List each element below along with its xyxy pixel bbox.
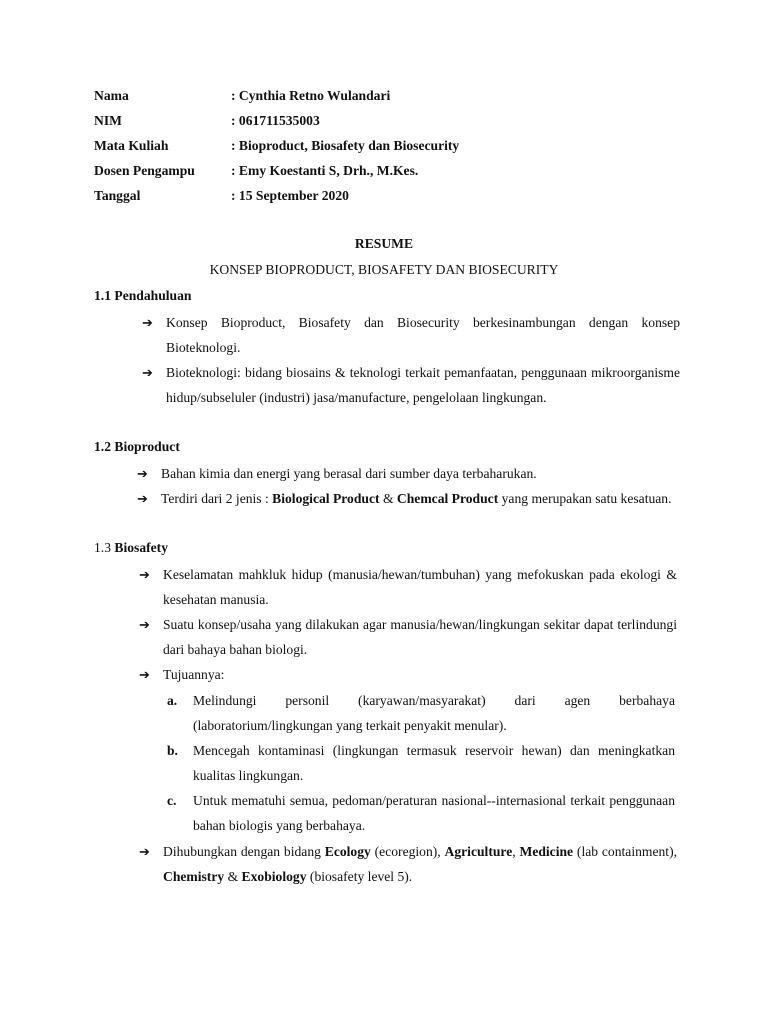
list-item xyxy=(139,839,678,889)
bold-term: Ecology xyxy=(324,844,371,859)
bold-term: Exobiology xyxy=(241,869,307,884)
info-value: : 15 September 2020 xyxy=(231,188,349,203)
list-item xyxy=(139,612,677,662)
info-label: NIM xyxy=(94,113,122,128)
list-item xyxy=(142,360,680,410)
list-item xyxy=(137,461,675,486)
info-value: : 061711535003 xyxy=(231,113,320,128)
bold-term: Agriculture xyxy=(444,844,513,859)
bold-term: Medicine xyxy=(519,844,574,859)
list-item-text: (ecoregion), xyxy=(370,844,445,859)
arrow-right-icon: ➔ xyxy=(142,365,153,380)
list-item-text: & xyxy=(379,491,397,506)
section-heading-bioproduct: 1.2 Bioproduct xyxy=(94,439,180,454)
arrow-right-icon: ➔ xyxy=(139,844,150,859)
info-label: Nama xyxy=(94,88,129,103)
list-item-text: Terdiri dari 2 jenis : xyxy=(161,491,273,506)
sub-list-letter: a. xyxy=(167,693,178,708)
bold-term: Chemistry xyxy=(163,869,225,884)
list-item xyxy=(139,662,677,687)
sub-list-item xyxy=(167,738,675,788)
document-subtitle: KONSEP BIOPRODUCT, BIOSAFETY DAN BIOSECURITY xyxy=(209,262,559,277)
info-value: : Emy Koestanti S, Drh., M.Kes. xyxy=(231,163,419,178)
sub-list-text: Melindungi personil (karyawan/masyarakat) dari agen berbahaya (laboratorium/lingkungan yang terkait penyakit menular). xyxy=(193,693,675,733)
section-heading-pendahuluan: 1.1 Pendahuluan xyxy=(94,288,192,303)
sub-list-text: Untuk mematuhi semua, pedoman/peraturan nasional--internasional terkait penggunaan bahan biologis yang berbahaya. xyxy=(193,793,675,833)
list-item-text: Bioteknologi: bidang biosains & teknologi terkait pemanfaatan, penggunaan mikroorganisme hidup/subseluler (industri) jasa/manufacture, pengelolaan lingkungan. xyxy=(166,365,680,405)
sub-list-item xyxy=(167,688,675,738)
list-item-text: Keselamatan mahkluk hidup (manusia/hewan/tumbuhan) yang mefokuskan pada ekologi & kesehatan manusia. xyxy=(163,567,677,607)
info-row-dosen xyxy=(94,161,694,186)
sub-list-item xyxy=(167,788,675,838)
list-item xyxy=(142,310,680,360)
list-item-text: (biosafety level 5). xyxy=(306,869,413,884)
info-row-mata-kuliah xyxy=(94,136,694,161)
info-label: Tanggal xyxy=(94,188,141,203)
info-row-tanggal xyxy=(94,186,694,211)
arrow-right-icon: ➔ xyxy=(139,667,150,682)
section-heading-biosafety xyxy=(94,540,168,556)
sub-list-letter: b. xyxy=(167,743,178,758)
bold-term: Chemcal Product xyxy=(396,491,499,506)
arrow-right-icon: ➔ xyxy=(137,466,148,481)
list-item-text: Bahan kimia dan energi yang berasal dari sumber daya terbaharukan. xyxy=(161,466,537,481)
bold-term: Biological Product xyxy=(272,491,380,506)
info-row-nama xyxy=(94,86,694,111)
list-item-text: (lab containment), xyxy=(573,844,678,859)
student-info xyxy=(94,86,694,211)
list-item-text: Suatu konsep/usaha yang dilakukan agar manusia/hewan/lingkungan sekitar dapat terlindungi dari bahaya bahan biologi. xyxy=(163,617,677,657)
list-item-text: yang merupakan satu kesatuan. xyxy=(498,491,672,506)
arrow-right-icon: ➔ xyxy=(137,491,148,506)
sub-list-text: Mencegah kontaminasi (lingkungan termasuk reservoir hewan) dan meningkatkan kualitas lingkungan. xyxy=(193,743,675,783)
arrow-right-icon: ➔ xyxy=(139,567,150,582)
arrow-right-icon: ➔ xyxy=(139,617,150,632)
section-number: 1.3 xyxy=(94,540,115,555)
info-value: : Cynthia Retno Wulandari xyxy=(231,88,391,103)
list-item-text: Konsep Bioproduct, Biosafety dan Biosecurity berkesinambungan dengan konsep Bioteknologi. xyxy=(166,315,680,355)
list-item-text: , xyxy=(512,844,520,859)
info-row-nim xyxy=(94,111,694,136)
arrow-right-icon: ➔ xyxy=(142,315,153,330)
info-label: Mata Kuliah xyxy=(94,138,169,153)
sub-list-letter: c. xyxy=(167,793,177,808)
info-value: : Bioproduct, Biosafety dan Biosecurity xyxy=(231,138,460,153)
list-item-text: Tujuannya: xyxy=(163,667,225,682)
section-title: Biosafety xyxy=(114,540,169,555)
info-label: Dosen Pengampu xyxy=(94,163,195,178)
document-title: RESUME xyxy=(354,236,414,251)
list-item xyxy=(139,562,677,612)
list-item-text: & xyxy=(224,869,242,884)
list-item-text: Dihubungkan dengan bidang xyxy=(163,844,325,859)
list-item xyxy=(137,486,675,511)
